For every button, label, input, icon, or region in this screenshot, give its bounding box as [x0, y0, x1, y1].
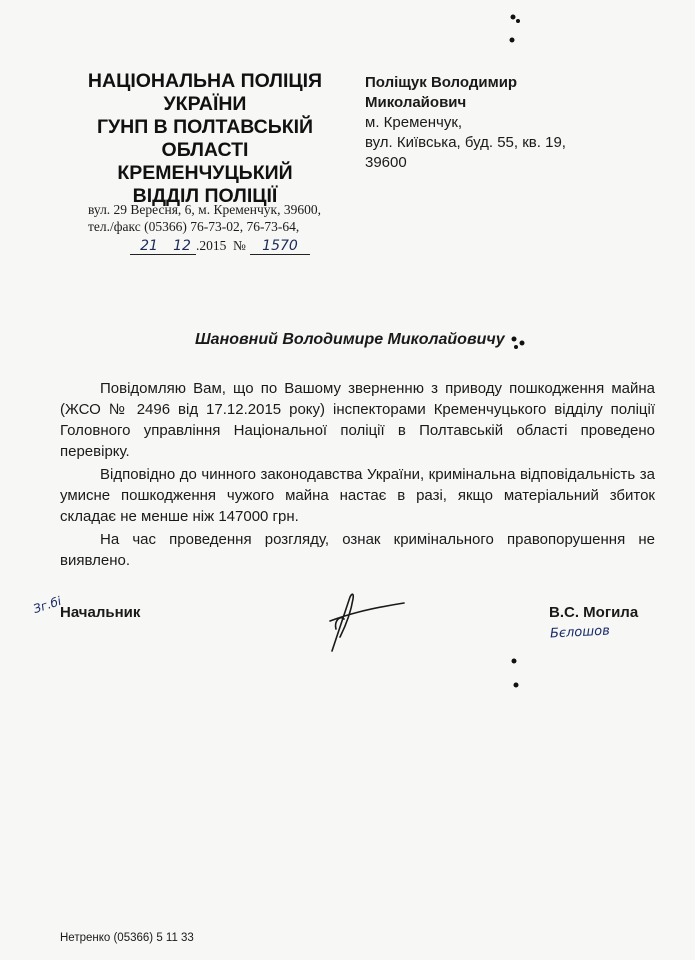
- signer-position: Начальник: [60, 604, 141, 621]
- scan-mark: [508, 12, 522, 46]
- recipient-patronymic: Миколайович: [365, 94, 467, 111]
- agency-phone: тел./факс (05366) 76-73-02, 76-73-64,: [88, 219, 300, 234]
- agency-line: ВІДДІЛ ПОЛІЦІЇ: [132, 185, 278, 207]
- scan-mark: [508, 655, 522, 695]
- body-paragraph: Повідомляю Вам, що по Вашому зверненню з приводу пошкодження майна (ЖСО № 2496 від 17.12.2015 року) інспекторами Кременчуцького відділу поліції Головного управління Національної поліції в Полтавській області проведено перевірку.: [60, 380, 655, 460]
- salutation: Шановний Володимире Миколайовичу: [195, 331, 505, 348]
- agency-line: ГУНП В ПОЛТАВСЬКІЙ: [96, 116, 314, 138]
- recipient-block: [365, 73, 665, 173]
- number-label: №: [233, 238, 246, 253]
- recipient-city: м. Кременчук,: [365, 114, 463, 131]
- recipient-street: вул. Київська, буд. 55, кв. 19,: [365, 134, 566, 151]
- agency-header: [60, 70, 350, 208]
- handwritten-note-right: Бєлошов: [549, 623, 611, 642]
- agency-contacts: [88, 201, 358, 235]
- handwritten-signature: [310, 585, 410, 655]
- agency-address: вул. 29 Вересня, 6, м. Кременчук, 39600,: [88, 202, 321, 217]
- agency-line: УКРАЇНИ: [163, 93, 247, 115]
- recipient-name: Поліщук Володимир: [365, 74, 518, 91]
- outgoing-reference: [130, 238, 330, 256]
- agency-line: ОБЛАСТІ: [161, 139, 249, 161]
- date-year: .2015: [196, 238, 227, 253]
- outgoing-number: 1570: [250, 238, 310, 255]
- date-day: 21: [130, 238, 168, 255]
- date-month: 12: [168, 238, 196, 255]
- recipient-postcode: 39600: [365, 154, 407, 171]
- scan-mark: [508, 333, 530, 353]
- signer-name: В.С. Могила: [549, 604, 639, 621]
- body-paragraph: Відповідно до чинного законодавства України, кримінальна відповідальність за умисне пошкодження чужого майна настає в разі, якщо матеріальний збиток складає не менше ніж 147000 грн.: [60, 466, 655, 525]
- agency-line: НАЦІОНАЛЬНА ПОЛІЦІЯ: [87, 70, 323, 92]
- handwritten-note-left: Зг.бі: [31, 593, 64, 617]
- body-paragraph: На час проведення розгляду, ознак кримінального правопорушення не виявлено.: [60, 531, 655, 569]
- letter-body: [60, 378, 655, 573]
- executor-footer: Нетренко (05366) 5 11 33: [60, 932, 194, 944]
- agency-line: КРЕМЕНЧУЦЬКИЙ: [117, 162, 293, 184]
